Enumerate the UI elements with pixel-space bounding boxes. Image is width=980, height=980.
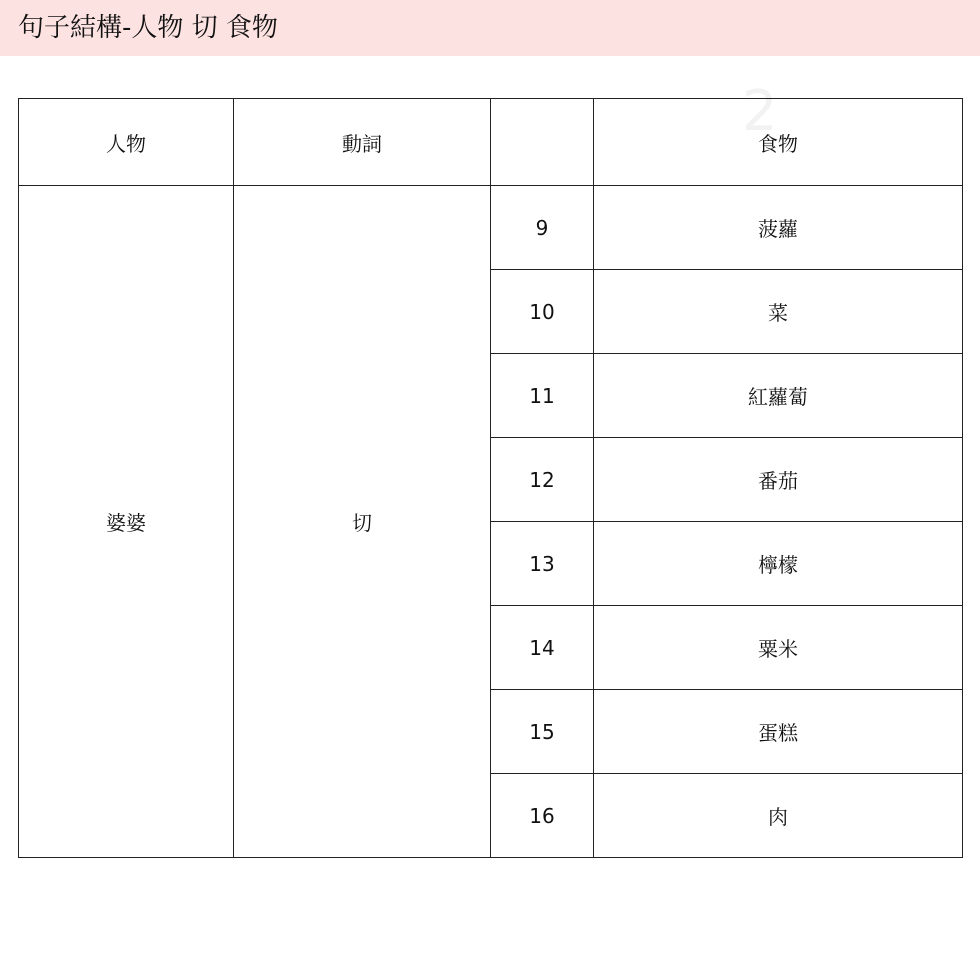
header-verb: 動詞 — [234, 99, 491, 186]
table-header-row — [19, 99, 963, 186]
page-title: 句子結構-人物 切 食物 — [18, 13, 278, 43]
header-bar — [0, 0, 980, 56]
food-cell: 菜 — [594, 270, 963, 354]
number-cell: 13 — [491, 522, 594, 606]
watermark-digit: 2 — [742, 79, 778, 144]
number-cell: 9 — [491, 186, 594, 270]
verb-cell: 切 — [234, 186, 491, 858]
food-cell: 肉 — [594, 774, 963, 858]
food-cell: 紅蘿蔔 — [594, 354, 963, 438]
number-cell: 15 — [491, 690, 594, 774]
sentence-structure-table — [18, 98, 963, 858]
food-cell: 蛋糕 — [594, 690, 963, 774]
table-row — [19, 186, 963, 270]
header-number — [491, 99, 594, 186]
number-cell: 16 — [491, 774, 594, 858]
food-cell: 檸檬 — [594, 522, 963, 606]
person-cell: 婆婆 — [19, 186, 234, 858]
food-cell: 菠蘿 — [594, 186, 963, 270]
number-cell: 10 — [491, 270, 594, 354]
number-cell: 11 — [491, 354, 594, 438]
header-food: 食物 — [594, 99, 963, 186]
food-cell: 粟米 — [594, 606, 963, 690]
number-cell: 14 — [491, 606, 594, 690]
number-cell: 12 — [491, 438, 594, 522]
header-person: 人物 — [19, 99, 234, 186]
food-cell: 番茄 — [594, 438, 963, 522]
